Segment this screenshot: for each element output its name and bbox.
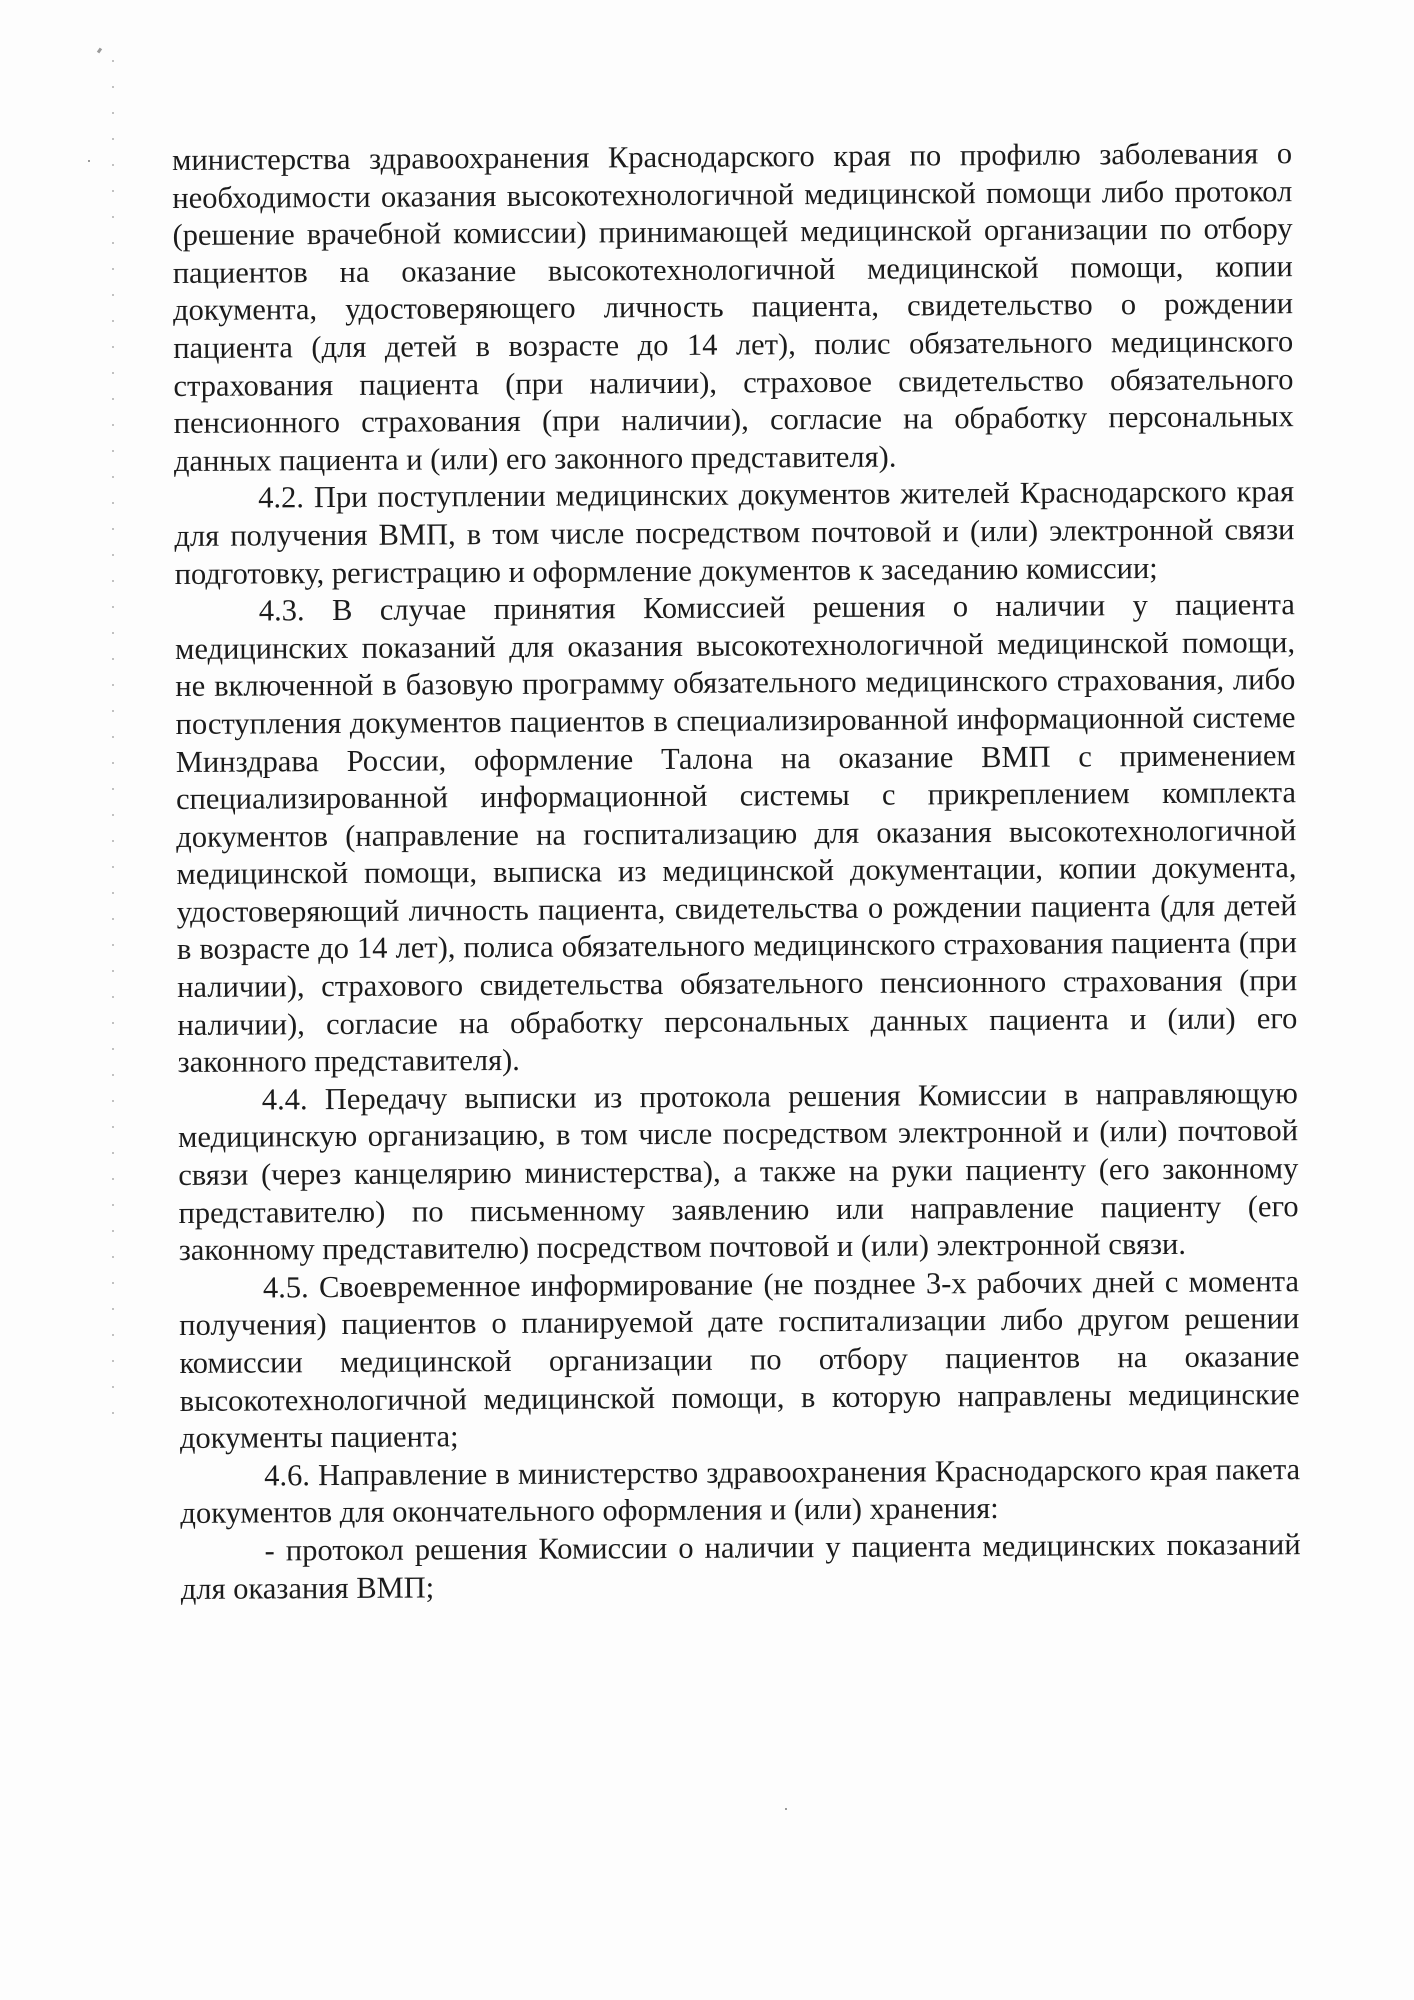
scan-speck-bottom — [785, 1808, 787, 1810]
paragraph-4-6: 4.6. Направление в министерство здравоохранения Краснодарского края пакета документов для окончательного оформления и (или) хранения: — [180, 1451, 1301, 1531]
paragraph-4-2: 4.2. При поступлении медицинских документов жителей Краснодарского края для получения ВМП, в том числе посредством почтовой и (или) электронной связи подготовку, регистрацию и оформление документов к заседанию комиссии; — [174, 474, 1295, 591]
paragraph-list-item: - протокол решения Комиссии о наличии у пациента медицинских показаний для оказания ВМП; — [180, 1527, 1301, 1606]
paragraph-4-3: 4.3. В случае принятия Комиссией решения о наличии у пациента медицинских показаний для оказания высокотехнологичной медицинской помощи, не включенной в базовую программу обязательного медицинского страхования, либо поступления документов пациентов в специализированной информационной системе Минздрава России, оформление Талона на оказание ВМП с применением специализированной информационной системы с прикреплением комплекта документов (направление на госпитализацию для оказания высокотехнологичной медицинской помощи, выписка из медицинской документации, копии документа, удостоверяющий личность пациента, свидетельства о рождении пациента (для детей в возрасте до 14 лет), полиса обязательного медицинского страхования пациента (при наличии), страхового свидетельства обязательного пенсионного страхования (при наличии), согласие на обработку персональных данных пациента и (или) его законного представителя). — [174, 587, 1298, 1080]
paragraph-continuation: министерства здравоохранения Краснодарского края по профилю заболевания о необходимости оказания высокотехнологичной медицинской помощи либо протокол (решение врачебной комиссии) принимающей медицинской организации по отбору пациентов на оказание высокотехнологичной медицинской помощи, копии документа, удостоверяющего личность пациента, свидетельство о рождении пациента (для детей в возрасте до 14 лет), полис обязательного медицинского страхования пациента (при наличии), страховое свидетельство обязательного пенсионного страхования (при наличии), согласие на обработку персональных данных пациента и (или) его законного представителя). — [172, 136, 1294, 478]
paragraph-4-5: 4.5. Своевременное информирование (не позднее 3-х рабочих дней с момента получения) пациентов о планируемой дате госпитализации либо другом решении комиссии медицинской организации по отбору пациентов на оказание высокотехнологичной медицинской помощи, в которую направлены медицинские документы пациента; — [179, 1263, 1300, 1456]
scan-edge-artifact — [112, 60, 114, 1420]
document-body — [172, 135, 1301, 1608]
scan-speck-left — [88, 160, 90, 162]
scan-speck-top-left — [97, 48, 102, 54]
paragraph-4-4: 4.4. Передачу выписки из протокола решения Комиссии в направляющую медицинскую организацию, в том числе посредством электронной и (или) почтовой связи (через канцелярию министерства), а также на руки пациенту (его законному представителю) по письменному заявлению или направление пациенту (его законному представителю) посредством почтовой и (или) электронной связи. — [177, 1075, 1299, 1268]
